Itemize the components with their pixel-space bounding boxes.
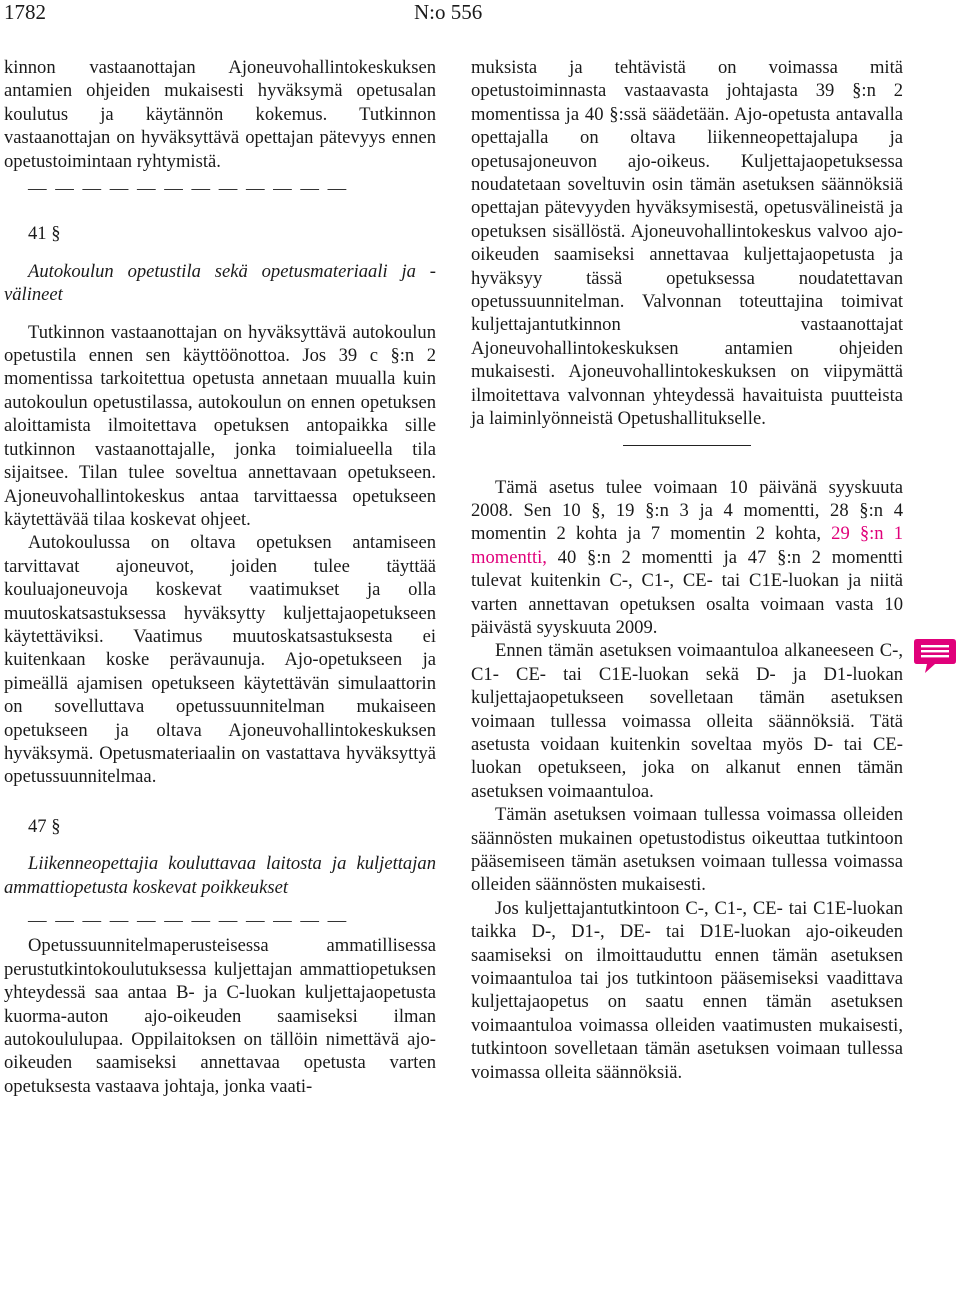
intro-paragraph: kinnon vastaanottajan Ajoneuvohallintokeskuksen antamien ohjeiden mukaisesti hyväksymä opetusalan koulutus ja käytännön kokemus. Tutkinnon vastaanottajan on hyväksyttävä opettajan pätevyys ennen opetustoimintaan ryhtymistä. — [4, 57, 436, 172]
body-paragraph: Autokoulussa on oltava opetuksen antamiseen tarvittavat ajoneuvot, joiden tulee täyttää kouluajoneuvoja koskevat vaatimukset ja olla muutoskatsastuksessa hyväksytty kuljettajaopetukseen käytettäviksi. Vaatimus muutoskatsastuksesta ei kuitenkaan koske perävaunuja. Ajo-opetukseen ja pimeällä ajamisen opetukseen käytettävän simulaattorin on sovelluttava opetussuunnitelman mukaiseen opetukseen ja oltava Ajoneuvohallintokeskuksen hyväksymä. Opetusmateriaalin on vastattava hyväksyttyä opetussuunnitelmaa. — [4, 532, 436, 788]
body-paragraph: Jos kuljettajantutkintoon C-, C1-, CE- tai C1E-luokan taikka D-, D1-, DE- tai D1E-luokan ajo-oikeuden saamiseksi on ilmoittauduttu ennen tämän asetuksen voimaantuloa tai jos tutkintoon pääsemiseksi vaadittava kuljettajaopetus on saatu ennen tämän asetuksen voimaantuloa voimassa olleiden vaatimusten mukaisesti, tutkintoon sovelletaan tämän asetuksen voimaan tullessa voimassa olleita säännöksiä. — [471, 897, 903, 1083]
issue-number: N:o 556 — [414, 0, 483, 24]
omission-dashes: — — — — — — — — — — — — — [28, 178, 349, 200]
body-paragraph: Ennen tämän asetuksen voimaantuloa alkaneeseen C-, C1- CE- tai C1E-luokan sekä D- ja D1-luokan kuljettajaopetukseen sovelletaan tämän asetuksen voimaan tullessa voimassa olleita säännöksiä. Tätä asetusta voidaan kuitenkin soveltaa myös D- tai CE-luokan opetukseen, joka on alkanut ennen tämän asetuksen voimaantuloa. — [471, 640, 903, 802]
omission-dashes: — — — — — — — — — — — — — [28, 910, 349, 931]
right-column — [471, 56, 903, 1084]
section-number: 41 § — [28, 223, 61, 245]
left-column — [4, 56, 436, 1098]
body-paragraph: Tutkinnon vastaanottajan on hyväksyttävä autokoulun opetustila ennen sen käyttöönottoa. Jos 39 c §:n 2 momentissa tarkoitettua opetusta annetaan muualla kuin autokoulun opetustilassa, autokoulun on ennen opetuksen aloittamista ilmoitettava opetuksen antopaikka sille tutkinnon vastaanottajalle, jonka toimialueella tila sijaitsee. Tilan tulee soveltua annettavaan opetukseen. Ajoneuvohallintokeskus antaa tarvittaessa opetukseen käytettävää tilaa koskevat ohjeet. — [4, 321, 436, 530]
section-title: Autokoulun opetustila sekä opetusmateriaali ja -välineet — [4, 260, 436, 306]
page-number: 1782 — [4, 0, 46, 24]
effective-date-paragraph: Tämä asetus tulee voimaan 10 päivänä syyskuuta 2008. Sen 10 §, 19 §:n 3 ja 4 momentti, 28 §:n 4 momentin 2 kohta ja 7 momentin 2 kohta, 29 §:n 1 momentti, 40 §:n 2 momentti ja 47 §:n 2 momentti tulevat kuitenkin C-, C1-, CE- tai C1E-luokan ja niitä varten annettavan opetuksen osalta voimaan vasta 10 päivästä syyskuuta 2009. — [471, 476, 903, 638]
section-title: Liikenneopettajia kouluttavaa laitosta ja kuljettajan ammattiopetusta koskevat poikkeukset — [4, 853, 436, 898]
highlighted-text[interactable]: 29 §:n 1 momentti, — [471, 523, 903, 568]
comment-note-icon[interactable] — [913, 636, 957, 676]
body-paragraph: Tämän asetuksen voimaan tullessa voimassa olleiden säännösten mukainen opetustodistus oikeuttaa tutkintoon pääsemiseen tämän asetuksen voimaan tullessa voimassa olleiden säännösten mukaisesti. — [471, 804, 903, 896]
continuation-paragraph: muksista ja tehtävistä on voimassa mitä opetustoiminnasta vastaavasta johtajasta 39 §:n 2 momentissa ja 40 §:ssä säädetään. Ajo-opetusta antavalla opettajalla on oltava liikenneopettajalupa ja opetusajoneuvon ajo-oikeus. Kuljettajaopetuksessa noudatetaan soveltuvin osin tämän asetuksen säännöksiä opettajan pätevyyden hyväksymisestä, opetusvälineistä ja opetuksen sisällöstä. Ajoneuvohallintokeskus valvoo ajo-oikeuden saamiseksi annettavaa kuljettajaopetusta ja hyväksyy tässä opetuksessa noudatettavan opetussuunnitelman. Valvonnan toteuttajina toimivat kuljettajantutkinnon vastaanottajat Ajoneuvohallintokeskuksen antamien ohjeiden mukaisesti. Ajoneuvohallintokeskuksen on viipymättä ilmoitettava valvonnan yhteydessä havaituista puutteista ja laiminlyönneistä Opetushallitukselle. — [471, 57, 903, 430]
section-number: 47 § — [28, 815, 61, 837]
body-paragraph: Opetussuunnitelmaperusteisessa ammatillisessa perustutkintokoulutuksessa kuljettajan ammattiopetuksen yhteydessä saa antaa B- ja C-luokan kuljettajaopetusta kuorma-auton ajo-oikeuden saamiseksi ilman autokoululupaa. Oppilaitoksen on tällöin nimettävä ajo-oikeuden saamiseksi annettavaa opetusta varten opetuksesta vastaava johtaja, jonka vaati- — [4, 935, 436, 1097]
